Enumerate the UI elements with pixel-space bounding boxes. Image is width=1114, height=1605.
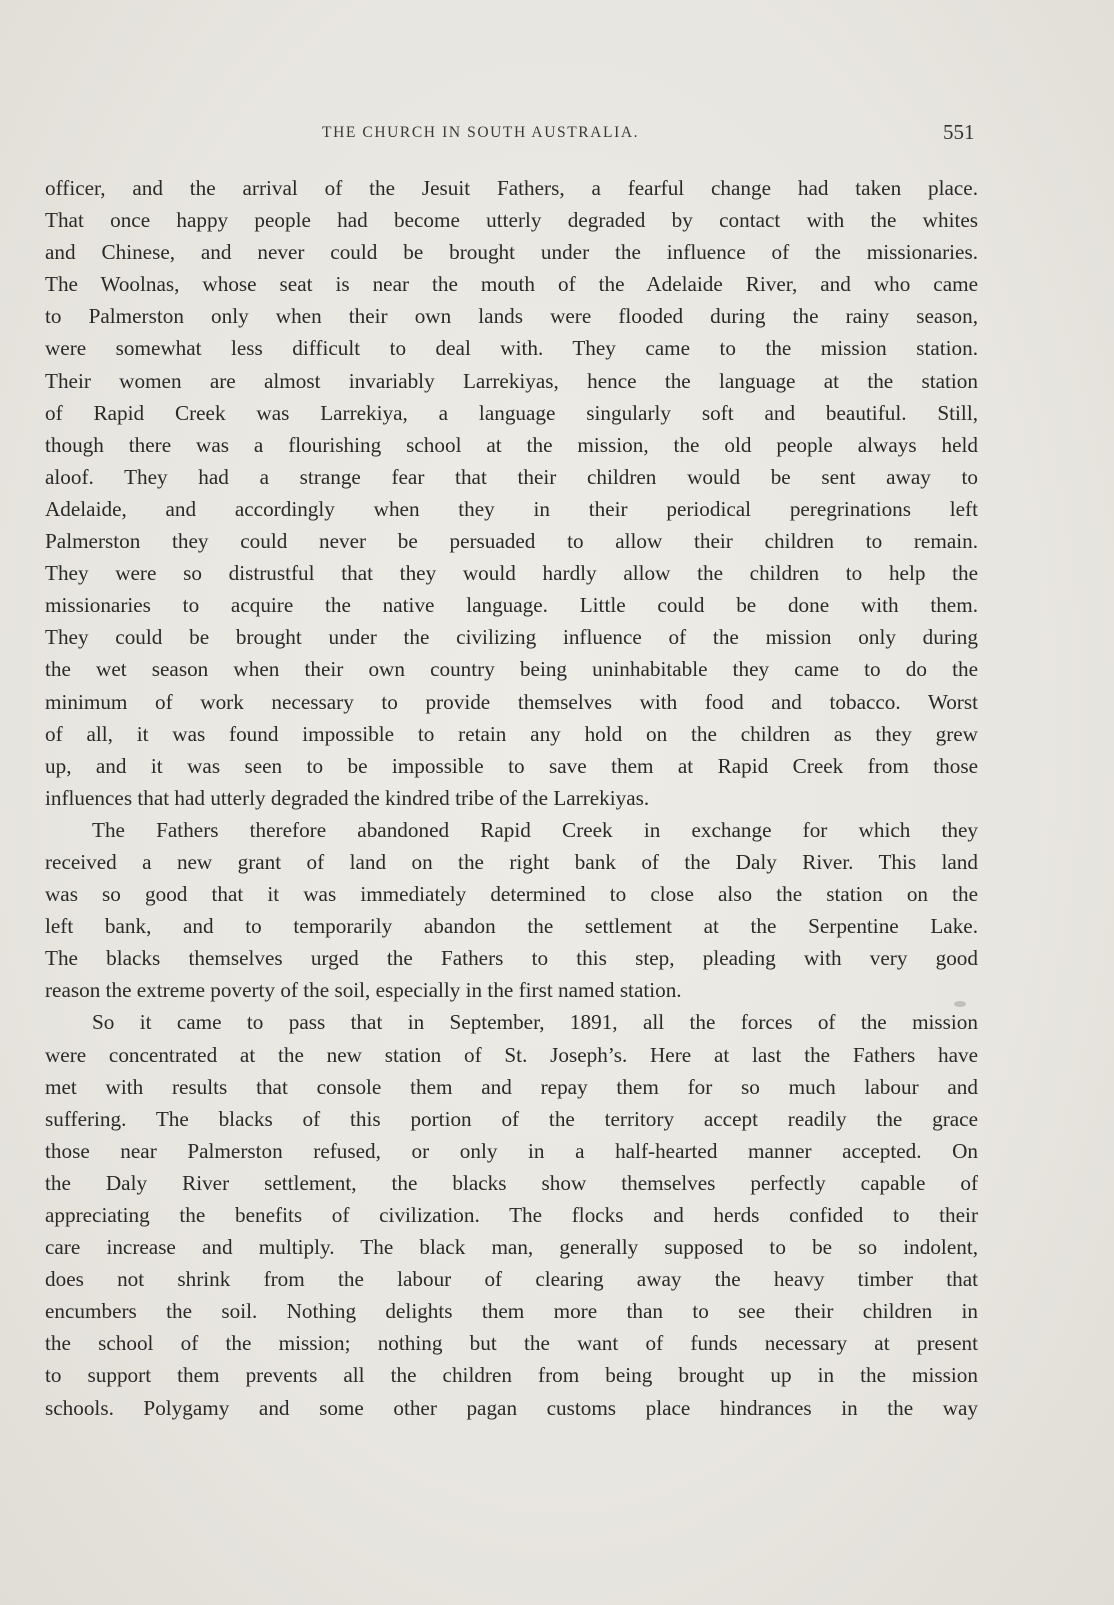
- text-line: They were so distrustful that they would hardly allow the children to help the: [45, 561, 978, 586]
- text-line: appreciating the benefits of civilization. The flocks and herds confided to their: [45, 1203, 978, 1227]
- text-line: The Woolnas, whose seat is near the mouth of the Adelaide River, and who came: [45, 272, 978, 297]
- text-line: minimum of work necessary to provide themselves with food and tobacco. Worst: [45, 689, 978, 714]
- text-line: missionaries to acquire the native language. Little could be done with them.: [45, 593, 978, 618]
- text-line: So it came to pass that in September, 1891, all the forces of the mission: [92, 1010, 978, 1035]
- text-line: They could be brought under the civilizing influence of the mission only during: [45, 625, 978, 650]
- text-line: the school of the mission; nothing but the want of funds necessary at present: [45, 1331, 978, 1356]
- text-line: received a new grant of land on the right bank of the Daly River. This land: [45, 849, 978, 874]
- text-line: does not shrink from the labour of clearing away the heavy timber that: [45, 1267, 978, 1292]
- text-line: the wet season when their own country being uninhabitable they came to do the: [45, 657, 978, 682]
- text-line: met with results that console them and repay them for so much labour and: [45, 1074, 978, 1099]
- text-line: and Chinese, and never could be brought under the influence of the missionaries.: [45, 240, 978, 265]
- running-head-title: THE CHURCH IN SOUTH AUSTRALIA.: [322, 124, 640, 141]
- text-line: were somewhat less difficult to deal with. They came to the mission station.: [45, 336, 978, 361]
- text-line: Adelaide, and accordingly when they in their periodical peregrinations left: [45, 496, 978, 521]
- text-line: suffering. The blacks of this portion of the territory accept readily the grace: [45, 1106, 978, 1131]
- text-line: influences that had utterly degraded the kindred tribe of the Larrekiyas.: [45, 785, 650, 810]
- ink-smudge: [954, 1001, 966, 1007]
- text-line: to Palmerston only when their own lands were flooded during the rainy season,: [45, 304, 978, 329]
- text-line: The blacks themselves urged the Fathers to this step, pleading with very good: [45, 946, 978, 971]
- text-line: were concentrated at the new station of St. Joseph’s. Here at last the Fathers have: [45, 1042, 978, 1067]
- text-line: up, and it was seen to be impossible to save them at Rapid Creek from those: [45, 753, 978, 778]
- text-line: Their women are almost invariably Larrekiyas, hence the language at the station: [45, 368, 978, 393]
- text-line: the Daly River settlement, the blacks show themselves perfectly capable of: [45, 1170, 978, 1195]
- text-line: of all, it was found impossible to retain any hold on the children as they grew: [45, 721, 978, 746]
- running-head: [0, 120, 1114, 150]
- text-line: Palmerston they could never be persuaded to allow their children to remain.: [45, 529, 978, 554]
- text-line: The Fathers therefore abandoned Rapid Creek in exchange for which they: [92, 817, 978, 842]
- text-line: officer, and the arrival of the Jesuit Fathers, a fearful change had taken place.: [45, 176, 978, 200]
- text-line: care increase and multiply. The black man, generally supposed to be so indolent,: [45, 1235, 978, 1260]
- text-line: to support them prevents all the children from being brought up in the mission: [45, 1363, 978, 1388]
- body-text: [45, 172, 978, 1424]
- text-line: those near Palmerston refused, or only in a half-hearted manner accepted. On: [45, 1138, 978, 1163]
- text-line: schools. Polygamy and some other pagan customs place hindrances in the way: [45, 1395, 978, 1420]
- text-line: of Rapid Creek was Larrekiya, a language singularly soft and beautiful. Still,: [45, 400, 978, 425]
- text-line: reason the extreme poverty of the soil, especially in the first named station.: [45, 978, 682, 1003]
- page-number: 551: [943, 120, 975, 144]
- text-line: That once happy people had become utterly degraded by contact with the whites: [45, 208, 978, 233]
- text-line: though there was a flourishing school at the mission, the old people always held: [45, 432, 978, 457]
- text-line: was so good that it was immediately determined to close also the station on the: [45, 882, 978, 907]
- text-line: aloof. They had a strange fear that their children would be sent away to: [45, 464, 978, 489]
- text-line: left bank, and to temporarily abandon the settlement at the Serpentine Lake.: [45, 914, 978, 939]
- text-line: encumbers the soil. Nothing delights them more than to see their children in: [45, 1299, 978, 1324]
